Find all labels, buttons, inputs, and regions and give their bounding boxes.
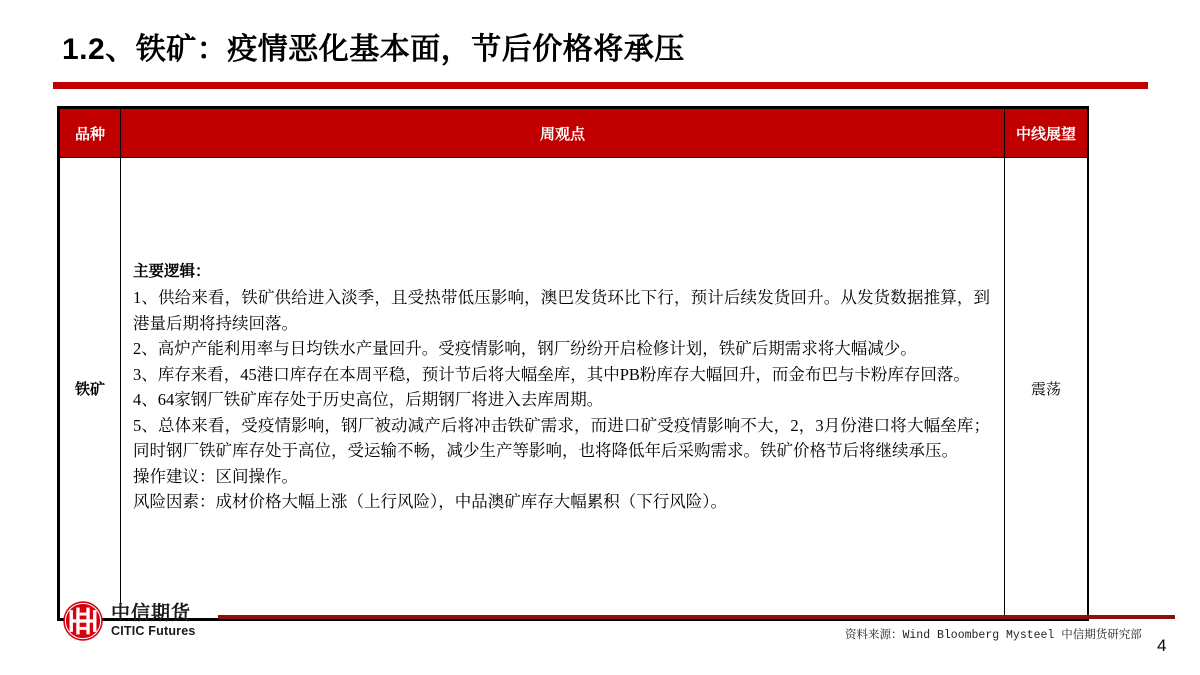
logic-point-3: 3、库存来看，45港口库存在本周平稳，预计节后将大幅垒库，其中PB粉库存大幅回升，而金布巴与卡粉库存回落。 <box>133 364 970 384</box>
logic-point-5: 5、总体来看，受疫情影响，钢厂被动减产后将冲击铁矿需求，而进口矿受疫情影响不大，2，3月份港口将大幅垒库；同时钢厂铁矿库存处于高位，受运输不畅，减少生产等影响，也将降低年后采购需求。铁矿价格节后将继续承压。 <box>133 415 990 461</box>
table-row <box>60 158 1088 619</box>
logic-point-2: 2、高炉产能利用率与日均铁水产量回升。受疫情影响，钢厂纷纷开启检修计划，铁矿后期需求将大幅减少。 <box>133 339 917 359</box>
column-header-variety: 品种 <box>60 109 121 158</box>
cell-mid-term-outlook: 震荡 <box>1005 158 1088 619</box>
logic-point-1: 1、供给来看，铁矿供给进入淡季，且受热带低压影响，澳巴发货环比下行，预计后续发货回升。从发货数据推算，到港量后期将持续回落。 <box>133 288 990 333</box>
source-note: 资料来源：Wind Bloomberg Mysteel 中信期货研究部 <box>845 629 1142 642</box>
logic-point-4: 4、64家钢厂铁矿库存处于历史高位，后期钢厂将进入去库周期。 <box>133 390 604 410</box>
weekly-view-table <box>57 106 1089 621</box>
logo-wordmark <box>111 603 196 639</box>
cell-variety: 铁矿 <box>60 158 121 619</box>
citic-logo-icon <box>62 600 104 642</box>
cell-weekly-view <box>121 158 1005 619</box>
title-underline-rule <box>53 82 1148 89</box>
risk-factors: 风险因素：成材价格大幅上涨（上行风险），中品澳矿库存大幅累积（下行风险）。 <box>133 492 727 512</box>
logic-heading: 主要逻辑： <box>133 263 211 281</box>
logo-text-chinese: 中信期货 <box>111 603 192 624</box>
page-number: 4 <box>1157 636 1167 655</box>
logo-text-english: CITIC Futures <box>111 624 196 638</box>
column-header-weekly-view: 周观点 <box>121 109 1005 158</box>
operation-suggestion: 操作建议：区间操作。 <box>133 466 298 486</box>
column-header-mid-term-outlook: 中线展望 <box>1005 109 1088 158</box>
page-title: 1.2、铁矿：疫情恶化基本面，节后价格将承压 <box>62 33 685 66</box>
citic-futures-logo <box>62 600 196 642</box>
footer-rule <box>218 615 1175 619</box>
table-header-row <box>60 109 1088 158</box>
